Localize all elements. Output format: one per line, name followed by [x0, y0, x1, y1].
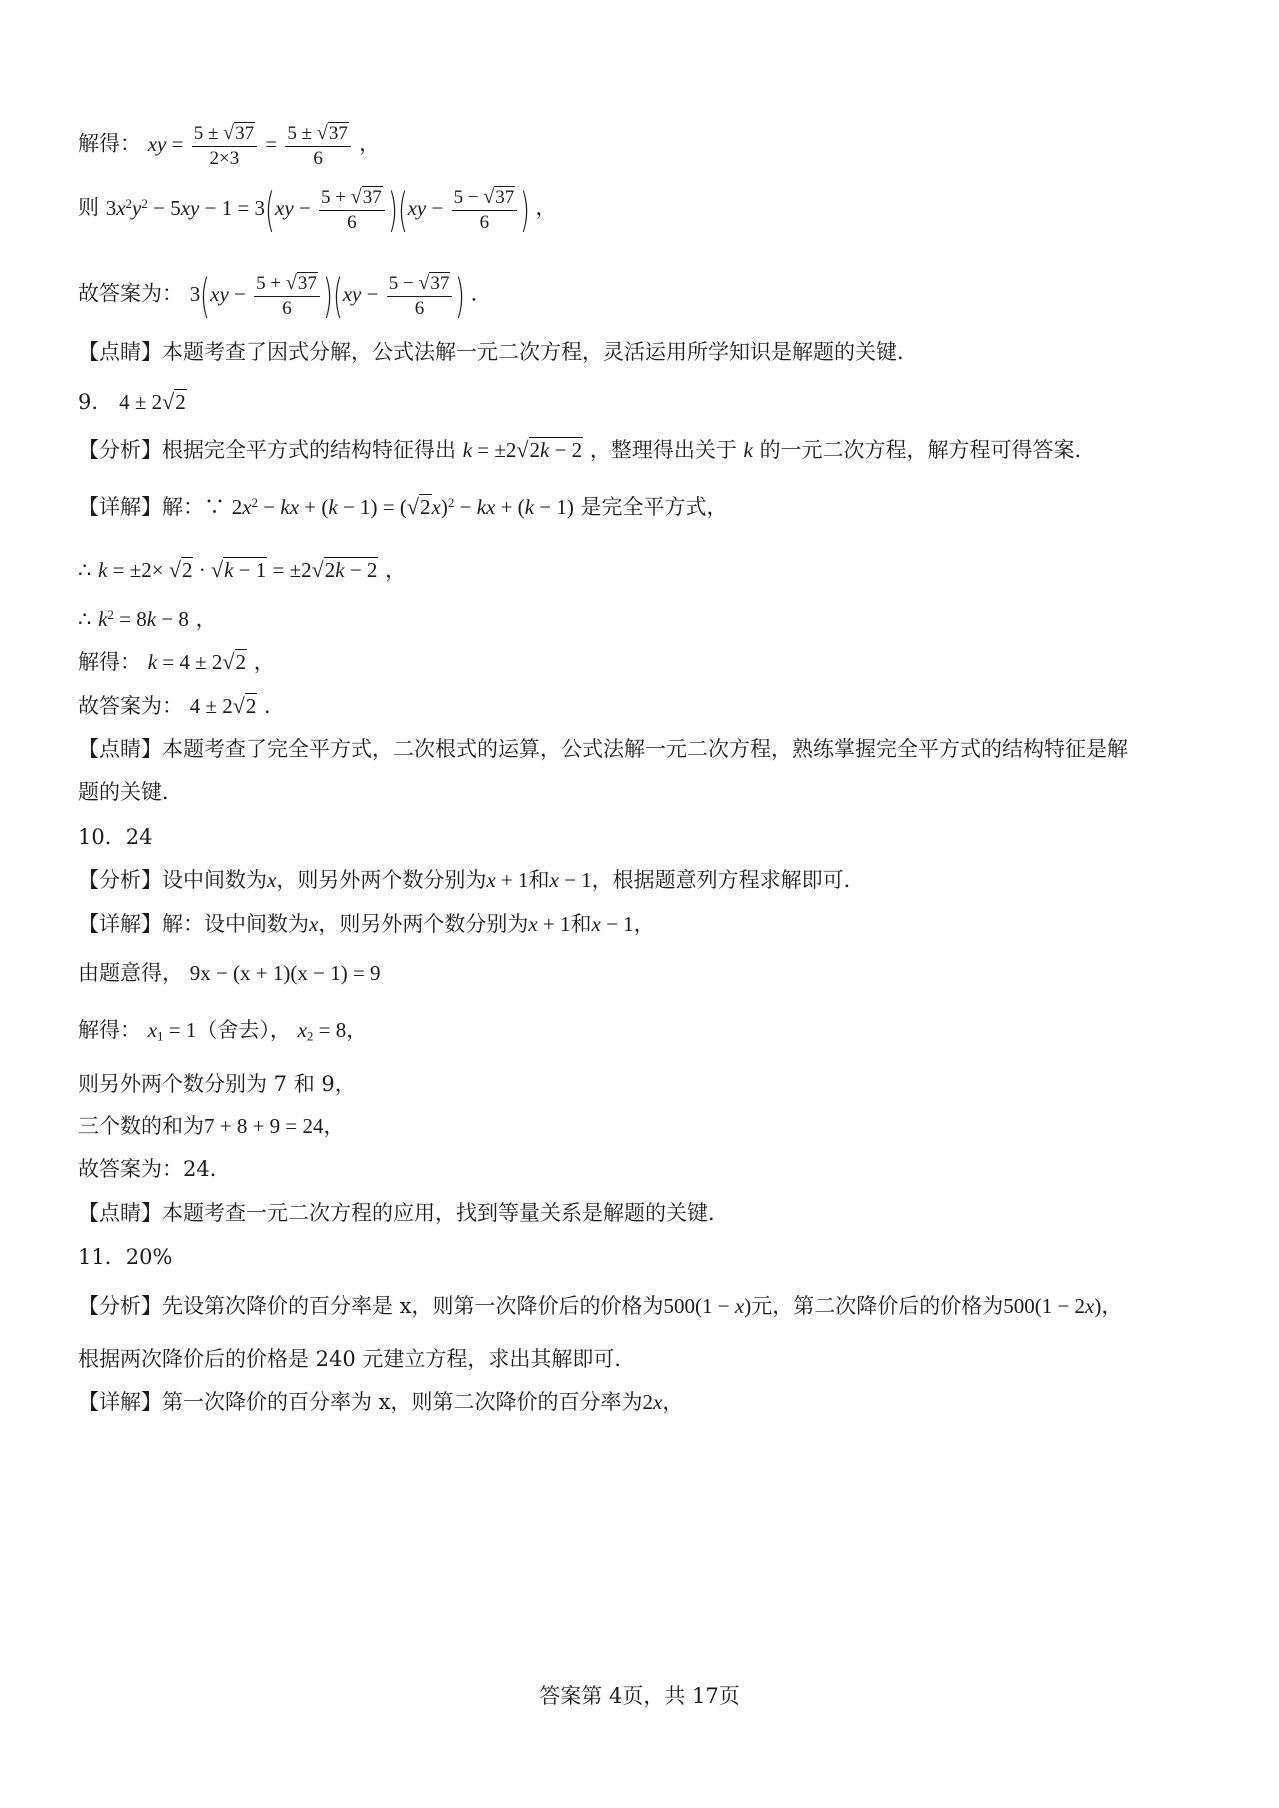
analysis-11: 【分析】先设第次降价的百分率是 x，则第一次降价后的价格为500(1 − x)元，第二次降价后的价格为500(1 − 2x)， — [78, 1294, 1123, 1318]
question-9: 9． 4 ± 2 √ 2 — [78, 389, 186, 414]
therefore-k: ∴ k = ±2× √ 2 · √ k − 1 = ±2 √ 2k − 2 ， — [78, 557, 407, 582]
answer-10: 故答案为：24． — [78, 1157, 231, 1181]
other-numbers: 则另外两个数分别为 7 和 9， — [78, 1072, 356, 1096]
analysis-9: 【分析】根据完全平方式的结构特征得出 k = ±2 √ 2k − 2 ，整理得出关于 k 的一元二次方程，解方程可得答案． — [78, 437, 1096, 462]
therefore-k2: ∴ $k^2 = 8k - 8$ ， — [78, 607, 217, 632]
sum-line: 三个数的和为7 + 8 + 9 = 24， — [78, 1114, 345, 1138]
page-footer: 答案第 4页，共 17页 — [539, 1684, 740, 1708]
detail-11: 【详解】第一次降价的百分率为 x，则第二次降价的百分率为2x， — [78, 1390, 684, 1414]
detail-9: 【详解】解：∵ $2x^2$ − kx + (k − 1) = ( √ 2 x)$^2$ − kx + (k − 1) 是完全平方式， — [78, 494, 728, 519]
answer-line: 故答案为： 3(xy − 5 + √ 37 6 )(xy − 5 − √ 37 6 ) ． — [78, 268, 492, 323]
question-10: 10．24 — [78, 825, 153, 849]
answer-9: 故答案为： 4 ± 2 √ 2 ． — [78, 693, 286, 718]
solve-xy-line: 解得： xy = 5 ± √ 37 2×3 = 5 ± √ 37 6 ， — [78, 122, 381, 169]
analysis-10: 【分析】设中间数为x，则另外两个数分别为x + 1和x − 1，根据题意列方程求解即可． — [78, 868, 865, 892]
comment-8: 【点睛】本题考查了因式分解，公式法解一元二次方程，灵活运用所学知识是解题的关键． — [78, 340, 918, 364]
formula-factor: $3x^2y^2 - 5xy - 1 = 3(xy$ − 5 + √ 37 6 )(xy − 5 − √ 37 6 ) — [105, 182, 531, 237]
factor-line: 则 $3x^2y^2 - 5xy - 1 = 3(xy$ − 5 + √ 37 6 )(xy − 5 − √ 37 6 ) ， — [78, 182, 557, 237]
question-11: 11．20% — [78, 1245, 173, 1269]
formula-answer: 3(xy − 5 + √ 37 6 )(xy − 5 − √ 37 6 ) — [189, 268, 466, 323]
comment-9-a: 【点睛】本题考查了完全平方式，二次根式的运算，公式法解一元二次方程，熟练掌握完全平方式的结构特征是解 — [78, 737, 1128, 761]
comment-10: 【点睛】本题考查一元二次方程的应用，找到等量关系是解题的关键． — [78, 1201, 729, 1225]
solve-10: 解得： $x_1 = 1$（舍去）， $x_2 = 8$， — [78, 1018, 368, 1044]
equation-10: 由题意得， 9x − (x + 1)(x − 1) = 9 — [78, 961, 381, 985]
formula-xy: xy = 5 ± √ 37 2×3 = 5 ± √ 37 6 — [148, 132, 359, 156]
solve-k: 解得： k = 4 ± 2 √ 2 ， — [78, 649, 275, 674]
analysis-11-b: 根据两次降价后的价格是 240 元建立方程，求出其解即可． — [78, 1347, 636, 1371]
detail-10: 【详解】解：设中间数为x，则另外两个数分别为x + 1和x − 1， — [78, 912, 655, 936]
comment-9-b: 题的关键． — [78, 780, 183, 804]
